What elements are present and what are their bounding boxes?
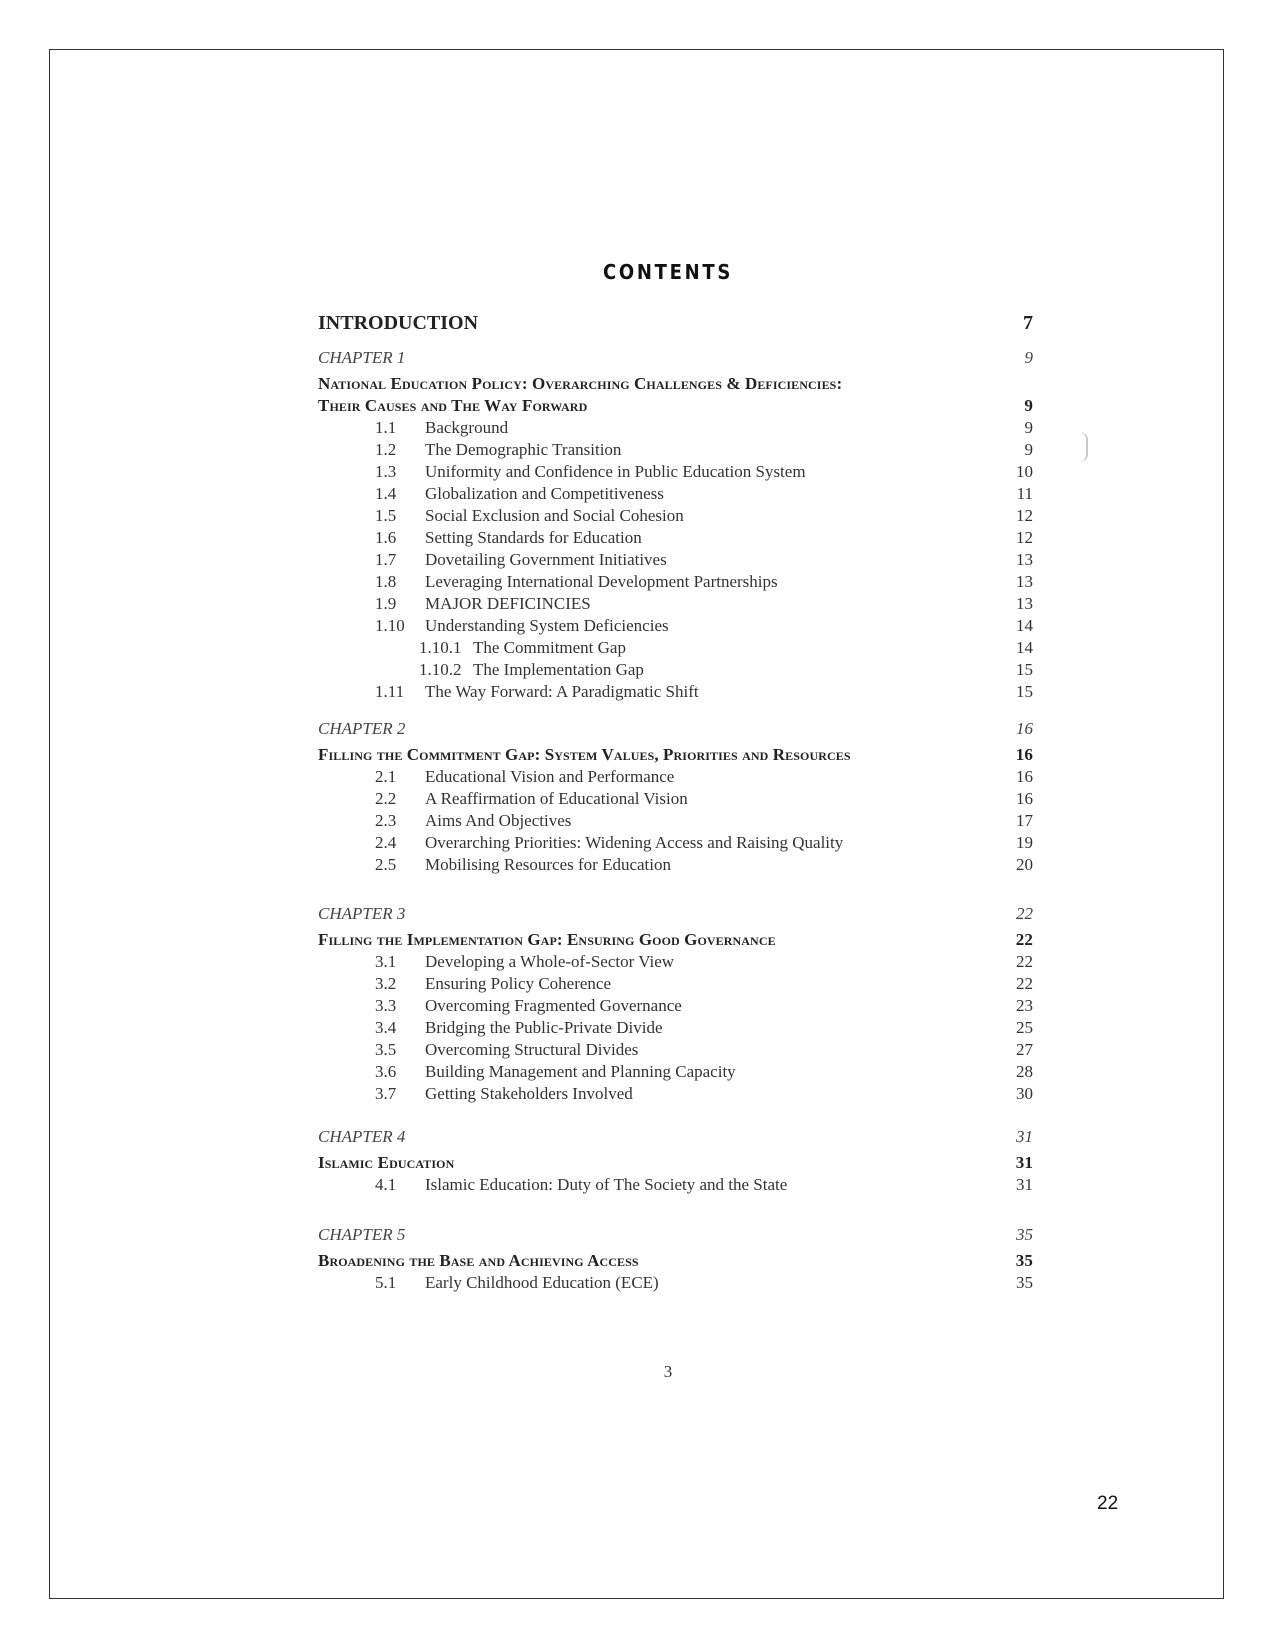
toc-entry-page: 31 (1016, 1175, 1033, 1194)
toc-entry (318, 995, 1033, 1017)
chapter-title-line: Broadening the Base and Achieving Access (318, 1251, 639, 1270)
chapter-label-page: 16 (1016, 719, 1033, 738)
toc-entry-page: 16 (1016, 767, 1033, 786)
toc-entry-page: 27 (1016, 1040, 1033, 1059)
toc-entry (318, 1039, 1033, 1061)
toc-entry (318, 1174, 1033, 1196)
toc-entry-page: 10 (1016, 462, 1033, 481)
toc-entry-title: MAJOR DEFICINCIES (425, 594, 591, 613)
toc-entry-page: 19 (1016, 833, 1033, 852)
toc-entry-title: Islamic Education: Duty of The Society and the State (425, 1175, 788, 1194)
chapter-label-text: CHAPTER 1 (318, 348, 406, 367)
toc-entry (318, 439, 1033, 461)
toc-entry-page: 22 (1016, 974, 1033, 993)
toc-entry-title: The Way Forward: A Paradigmatic Shift (425, 682, 699, 701)
toc-entry-num: 1.4 (375, 484, 397, 503)
toc-entry-page: 12 (1016, 528, 1033, 547)
toc-entry (318, 637, 1033, 659)
toc-entry-num: 3.2 (375, 974, 397, 993)
toc-entry-page: 11 (1016, 484, 1033, 503)
chapter-title-line: National Education Policy: Overarching Challenges & Deficiencies: (318, 374, 843, 393)
scan-artifact (1080, 432, 1088, 462)
chapter-label-page: 22 (1016, 904, 1033, 923)
toc-entry (318, 1083, 1033, 1105)
toc-entry-num: 1.10.1 (419, 638, 462, 657)
toc-entry (318, 659, 1033, 681)
toc-entry-num: 3.1 (375, 952, 397, 971)
toc-entry-num: 1.6 (375, 528, 397, 547)
toc-entry (318, 505, 1033, 527)
toc-entry-num: 3.5 (375, 1040, 397, 1059)
toc-introduction (318, 312, 1033, 338)
toc-entry-title: Overarching Priorities: Widening Access and Raising Quality (425, 833, 844, 852)
toc-entry-page: 9 (1024, 440, 1033, 459)
toc-entry-page: 20 (1016, 855, 1033, 874)
toc-entry-title: Social Exclusion and Social Cohesion (425, 506, 684, 525)
toc-entry (318, 766, 1033, 788)
introduction-page: 7 (1023, 312, 1033, 334)
toc-entry-title: The Implementation Gap (473, 660, 644, 679)
toc-entry-page: 25 (1016, 1018, 1033, 1037)
inner-page-number: 3 (663, 1362, 673, 1381)
chapter-title-page: 9 (1024, 396, 1033, 415)
chapter-title-line: Their Causes and The Way Forward (318, 396, 588, 415)
chapter-title-line: Islamic Education (318, 1153, 455, 1172)
toc-entry-title: Globalization and Competitiveness (425, 484, 664, 503)
toc-entry (318, 615, 1033, 637)
toc-entry-num: 1.9 (375, 594, 397, 613)
toc-entry-title: Setting Standards for Education (425, 528, 642, 547)
chapter-title (318, 1250, 1033, 1272)
toc-entry (318, 832, 1033, 854)
toc-entry-page: 9 (1024, 418, 1033, 437)
outer-page-number: 22 (1097, 1493, 1119, 1514)
toc-entry (318, 527, 1033, 549)
toc-entry-num: 2.2 (375, 789, 397, 808)
chapter-label (318, 1127, 1033, 1152)
toc-entry (318, 571, 1033, 593)
toc-chapter-5 (318, 1225, 1033, 1294)
toc-entry-page: 13 (1016, 572, 1033, 591)
toc-entry-page: 28 (1016, 1062, 1033, 1081)
toc-entry-title: Bridging the Public-Private Divide (425, 1018, 663, 1037)
chapter-label-text: CHAPTER 4 (318, 1127, 406, 1146)
toc-entry-num: 2.3 (375, 811, 397, 830)
toc-entry (318, 951, 1033, 973)
toc-entry-title: The Demographic Transition (425, 440, 622, 459)
toc-entry-page: 15 (1016, 660, 1033, 679)
toc-entry-title: Background (425, 418, 509, 437)
toc-entry-title: Building Management and Planning Capacity (425, 1062, 736, 1081)
toc-entry (318, 417, 1033, 439)
toc-entry-num: 1.3 (375, 462, 397, 481)
toc-entry-title: Early Childhood Education (ECE) (425, 1273, 659, 1292)
chapter-label-page: 9 (1024, 348, 1033, 367)
chapter-title (318, 744, 1033, 766)
toc-entry-page: 13 (1016, 550, 1033, 569)
toc-entry-title: Getting Stakeholders Involved (425, 1084, 633, 1103)
chapter-label (318, 1225, 1033, 1250)
chapter-title (318, 1152, 1033, 1174)
toc-chapter-3 (318, 904, 1033, 1105)
toc-entry-title: The Commitment Gap (473, 638, 626, 657)
chapter-label (318, 348, 1033, 373)
toc-entry-num: 3.3 (375, 996, 397, 1015)
toc-entry (318, 1061, 1033, 1083)
toc-entry-page: 22 (1016, 952, 1033, 971)
toc-entry (318, 854, 1033, 876)
toc-entry-title: Dovetailing Government Initiatives (425, 550, 667, 569)
toc-entry-num: 3.7 (375, 1084, 397, 1103)
toc-entry (318, 1017, 1033, 1039)
chapter-title-page: 22 (1015, 930, 1033, 949)
toc-entry-page: 12 (1016, 506, 1033, 525)
toc-entry (318, 973, 1033, 995)
toc-entry-title: Overcoming Fragmented Governance (425, 996, 682, 1015)
toc-entry-title: Ensuring Policy Coherence (425, 974, 612, 993)
toc-entry (318, 788, 1033, 810)
toc-entry-num: 1.10.2 (419, 660, 462, 679)
toc-entry-title: Aims And Objectives (425, 811, 572, 830)
toc-entry-page: 35 (1016, 1273, 1033, 1292)
toc-entry-title: Mobilising Resources for Education (425, 855, 671, 874)
toc-entry-page: 14 (1016, 638, 1033, 657)
toc-entry-title: Educational Vision and Performance (425, 767, 675, 786)
chapter-label-text: CHAPTER 2 (318, 719, 406, 738)
toc-entry-title: A Reaffirmation of Educational Vision (425, 789, 688, 808)
toc-entry-page: 15 (1016, 682, 1033, 701)
introduction-title: INTRODUCTION (318, 312, 479, 334)
chapter-title-page: 35 (1015, 1251, 1033, 1270)
chapter-label-text: CHAPTER 3 (318, 904, 406, 923)
chapter-title-page: 16 (1015, 745, 1033, 764)
chapter-title-page: 31 (1015, 1153, 1033, 1172)
toc-entry (318, 483, 1033, 505)
toc-entry-num: 2.5 (375, 855, 397, 874)
toc-entry-title: Leveraging International Development Partnerships (425, 572, 778, 591)
toc-chapter-1 (318, 348, 1033, 703)
contents-heading: CONTENTS (602, 260, 734, 284)
toc-entry-page: 17 (1016, 811, 1033, 830)
toc-entry-page: 30 (1016, 1084, 1033, 1103)
chapter-label-page: 35 (1016, 1225, 1033, 1244)
toc-entry-num: 2.4 (375, 833, 397, 852)
toc-entry-num: 1.7 (375, 550, 397, 569)
toc-entry-title: Understanding System Deficiencies (425, 616, 669, 635)
toc-entry-num: 5.1 (375, 1273, 397, 1292)
toc-entry-num: 1.5 (375, 506, 397, 525)
toc-entry (318, 810, 1033, 832)
toc-entry (318, 461, 1033, 483)
toc-entry-page: 13 (1016, 594, 1033, 613)
chapter-title (318, 373, 1033, 417)
toc-chapter-4 (318, 1127, 1033, 1196)
toc-entry (318, 593, 1033, 615)
chapter-label-page: 31 (1016, 1127, 1033, 1146)
toc-entry-num: 1.8 (375, 572, 397, 591)
toc-entry-num: 2.1 (375, 767, 397, 786)
toc-entry-num: 3.6 (375, 1062, 397, 1081)
toc-entry-num: 1.2 (375, 440, 397, 459)
chapter-label (318, 904, 1033, 929)
toc-entry-page: 23 (1016, 996, 1033, 1015)
toc-entry-num: 1.11 (375, 682, 405, 701)
toc-entry-num: 1.1 (375, 418, 397, 437)
toc-entry (318, 681, 1033, 703)
toc-entry-page: 16 (1016, 789, 1033, 808)
chapter-title-line: Filling the Commitment Gap: System Values, Priorities and Resources (318, 745, 851, 764)
chapter-title-line: Filling the Implementation Gap: Ensuring Good Governance (318, 930, 776, 949)
toc-entry-num: 3.4 (375, 1018, 397, 1037)
toc-chapter-2 (318, 719, 1033, 876)
toc-entry-page: 14 (1016, 616, 1033, 635)
page-frame (49, 49, 1224, 1599)
toc-entry-title: Developing a Whole-of-Sector View (425, 952, 675, 971)
toc-entry-title: Uniformity and Confidence in Public Education System (425, 462, 806, 481)
chapter-label (318, 719, 1033, 744)
toc-entry (318, 1272, 1033, 1294)
chapter-label-text: CHAPTER 5 (318, 1225, 406, 1244)
toc-entry-num: 1.10 (375, 616, 405, 635)
toc-entry-num: 4.1 (375, 1175, 397, 1194)
toc-entry (318, 549, 1033, 571)
toc-entry-title: Overcoming Structural Divides (425, 1040, 639, 1059)
chapter-title (318, 929, 1033, 951)
